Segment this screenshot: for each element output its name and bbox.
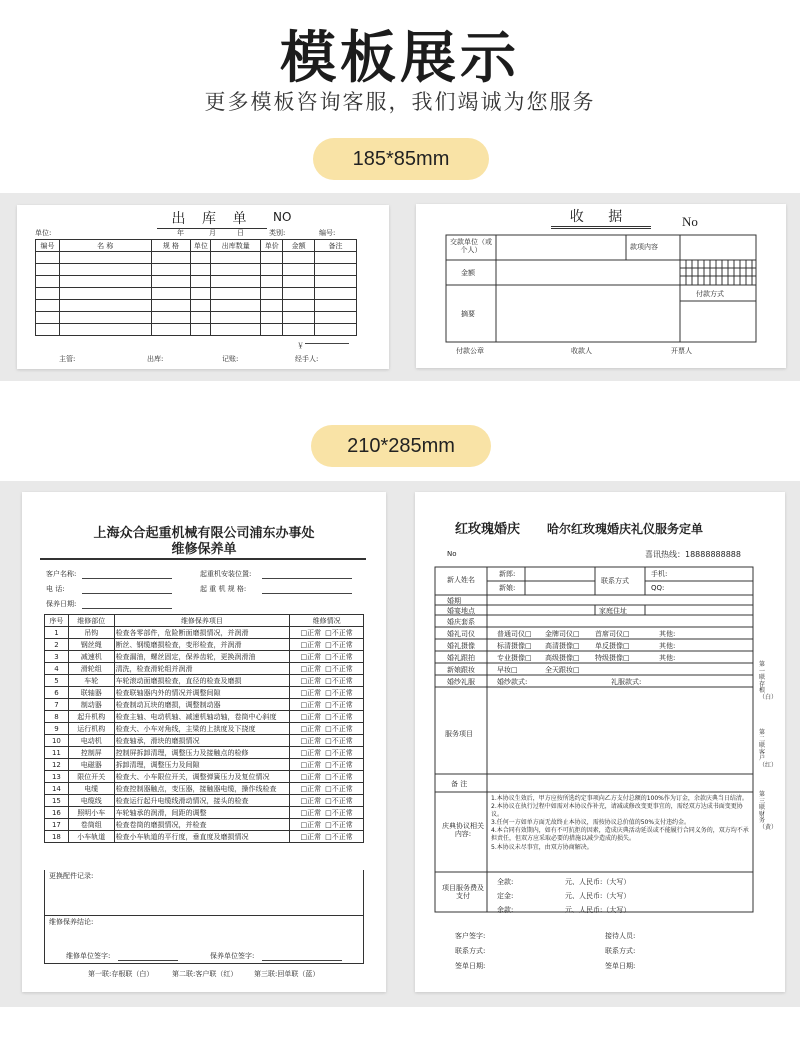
outbound-total-line	[305, 343, 349, 344]
outbound-category: 类别:	[269, 229, 286, 237]
status-option-normal[interactable]: □正常	[300, 796, 322, 805]
wedding-footer-right: 签单日期:	[605, 962, 636, 970]
status-option-abnormal[interactable]: □不正常	[325, 772, 353, 781]
page-subtitle: 更多模板咨询客服，我们竭诚为您服务	[204, 90, 596, 114]
wedding-footer-left: 联系方式:	[455, 947, 486, 955]
outbound-year: 年	[177, 229, 184, 237]
outbound-col-header: 编号	[36, 240, 60, 252]
wedding-makeup-opt[interactable]: 全天跟妆□	[545, 666, 580, 674]
wedding-row-dress: 婚纱礼服	[447, 678, 475, 686]
repair-copy-3: 第三联:回单联（蓝）	[254, 970, 320, 978]
status-option-normal[interactable]: □正常	[300, 664, 322, 673]
wedding-footer-right: 联系方式:	[605, 947, 636, 955]
status-option-abnormal[interactable]: □不正常	[325, 652, 353, 661]
outbound-unit-label: 单位:	[35, 229, 52, 237]
status-option-normal[interactable]: □正常	[300, 832, 322, 841]
repair-cell: 车轮轴承的润滑，间距的调整	[114, 807, 290, 819]
wedding-grid	[415, 492, 785, 992]
outbound-col-header: 备注	[315, 240, 357, 252]
outbound-number: 编号:	[319, 229, 336, 237]
repair-status-cell[interactable]	[290, 651, 364, 663]
wedding-emcee-opt[interactable]: 首席司仪□	[595, 630, 630, 638]
wedding-makeup-opt[interactable]: 早妆□	[497, 666, 518, 674]
wedding-video-opt[interactable]: 高清摄像□	[545, 642, 580, 650]
repair-form	[22, 492, 386, 992]
repair-cell: 检查主轴、电动机轴、减速机轴动轴，卷筒中心斜度	[114, 711, 290, 723]
repair-status-cell[interactable]	[290, 747, 364, 759]
repair-status-cell[interactable]	[290, 831, 364, 843]
repair-cell: 控制屏	[68, 747, 114, 759]
wedding-contact-label: 联系方式	[601, 577, 629, 585]
repair-cell: 检查大、小车对角线，主梁的上拱度及下挠度	[114, 723, 290, 735]
outbound-footer-supervisor: 主管:	[59, 355, 76, 363]
repair-cell: 14	[45, 783, 69, 795]
status-option-abnormal[interactable]: □不正常	[325, 796, 353, 805]
wedding-row-video: 婚礼摄像	[447, 642, 475, 650]
outbound-col-header: 单位	[191, 240, 211, 252]
repair-table	[44, 614, 364, 843]
status-option-abnormal[interactable]: □不正常	[325, 820, 353, 829]
repair-status-cell[interactable]	[290, 759, 364, 771]
wedding-footer-right: 接待人员:	[605, 932, 636, 940]
wedding-footer-left: 签单日期:	[455, 962, 486, 970]
repair-status-cell[interactable]	[290, 687, 364, 699]
table-row	[45, 795, 364, 807]
repair-parts-box	[44, 870, 364, 916]
wedding-row-date: 婚期	[447, 597, 461, 605]
repair-status-cell[interactable]	[290, 675, 364, 687]
table-row	[45, 819, 364, 831]
repair-cell: 控制屏拆卸清理，调整压力及接触点的检修	[114, 747, 290, 759]
agreement-clause: 1.本协议生效后，甲方应按所选约定事项向乙方支付总额的100%作为订金，余款庆典当日结清。	[491, 795, 748, 802]
outbound-no: NO	[273, 210, 292, 224]
repair-cell: 检查联轴器内外的情况并调整间隙	[114, 687, 290, 699]
table-row	[45, 807, 364, 819]
repair-field-location: 起重机安装位置:	[200, 570, 252, 578]
status-option-abnormal[interactable]: □不正常	[325, 808, 353, 817]
wedding-emcee-opt[interactable]: 普通司仪□	[497, 630, 532, 638]
wedding-qq-label: QQ:	[651, 584, 665, 592]
repair-cell: 4	[45, 663, 69, 675]
repair-copy-1: 第一联:存根联（白）	[88, 970, 154, 978]
repair-field-spec: 起 重 机 规 格:	[200, 585, 247, 593]
repair-cell: 6	[45, 687, 69, 699]
repair-field-phone: 电 话:	[46, 585, 65, 593]
table-row	[45, 663, 364, 675]
repair-status-cell[interactable]	[290, 807, 364, 819]
repair-status-cell[interactable]	[290, 663, 364, 675]
repair-cell: 12	[45, 759, 69, 771]
status-option-normal[interactable]: □正常	[300, 820, 322, 829]
repair-cell: 检查漏油，螺丝固定，保养齿轮，更换润滑油	[114, 651, 290, 663]
repair-cell: 减速机	[68, 651, 114, 663]
status-option-normal[interactable]: □正常	[300, 640, 322, 649]
repair-cell: 检查制动瓦块的磨损，调整制动器	[114, 699, 290, 711]
repair-cell: 11	[45, 747, 69, 759]
repair-cell: 电缆	[68, 783, 114, 795]
repair-cell: 车轮滚动面磨损检查，直径的检查及磨损	[114, 675, 290, 687]
status-option-normal[interactable]: □正常	[300, 808, 322, 817]
status-option-normal[interactable]: □正常	[300, 652, 322, 661]
outbound-table	[35, 239, 357, 336]
wedding-footer-left: 客户签字:	[455, 932, 486, 940]
repair-cell: 5	[45, 675, 69, 687]
wedding-pay-full: 全款:	[497, 878, 514, 886]
table-row	[45, 699, 364, 711]
repair-status-cell[interactable]	[290, 711, 364, 723]
table-row	[45, 831, 364, 843]
repair-conclusion-label: 维修保养结论:	[49, 918, 94, 926]
repair-cell: 清洗，检查滑轮组并润滑	[114, 663, 290, 675]
table-row	[45, 651, 364, 663]
receipt-grid	[416, 204, 786, 368]
repair-status-cell[interactable]	[290, 627, 364, 639]
repair-cell: 检查轴承，滑块的磨损情况	[114, 735, 290, 747]
repair-cell: 滑轮组	[68, 663, 114, 675]
repair-cell: 17	[45, 819, 69, 831]
size-badge-small: 185*85mm	[313, 138, 489, 180]
table-row	[45, 759, 364, 771]
wedding-photo-opt[interactable]: 专业摄像□	[497, 654, 532, 662]
wedding-remarks-label: 备 注	[451, 780, 468, 788]
wedding-row-names: 新人姓名	[447, 576, 475, 584]
wedding-side-copy: 第二联客户（红）	[759, 729, 778, 769]
wedding-pay-deposit-rmb: 元、人民币:（大写）	[565, 892, 631, 900]
status-option-normal[interactable]: □正常	[300, 700, 322, 709]
repair-field-date: 保养日期:	[46, 600, 77, 608]
wedding-pay-balance-rmb: 元、人民币:（大写）	[565, 906, 631, 914]
wedding-emcee-opt[interactable]: 金牌司仪□	[545, 630, 580, 638]
receipt-item-label: 款项内容	[630, 243, 658, 251]
outbound-total-symbol: ￥	[297, 342, 304, 350]
wedding-payment-label: 项目服务费及支付	[442, 884, 484, 901]
outbound-month: 月	[209, 229, 216, 237]
status-option-normal[interactable]: □正常	[300, 712, 322, 721]
status-option-normal[interactable]: □正常	[300, 772, 322, 781]
wedding-side-copy: 第一联存根（白）	[759, 661, 778, 701]
repair-cell: 10	[45, 735, 69, 747]
repair-cell: 钢丝绳	[68, 639, 114, 651]
status-option-abnormal[interactable]: □不正常	[325, 736, 353, 745]
status-option-abnormal[interactable]: □不正常	[325, 640, 353, 649]
repair-status-cell[interactable]	[290, 783, 364, 795]
repair-cell: 1	[45, 627, 69, 639]
outbound-title: 出 库 单	[157, 208, 267, 229]
repair-cell: 检查运行起升电缆线滑动情况，接头的检查	[114, 795, 290, 807]
page-title: 模板展示	[280, 26, 520, 91]
wedding-dress-style: 婚纱款式:	[497, 678, 528, 686]
status-option-normal[interactable]: □正常	[300, 628, 322, 637]
table-row	[45, 675, 364, 687]
repair-cell: 电磁器	[68, 759, 114, 771]
wedding-service-label: 服务项目	[445, 730, 473, 738]
wedding-agreement-label: 庆典协议相关内容:	[442, 822, 484, 839]
outbound-footer-issue: 出库:	[147, 355, 164, 363]
repair-cell: 3	[45, 651, 69, 663]
repair-col-header: 维修部位	[68, 615, 114, 627]
repair-cell: 2	[45, 639, 69, 651]
status-option-abnormal[interactable]: □不正常	[325, 688, 353, 697]
repair-cell: 起升机构	[68, 711, 114, 723]
repair-status-cell[interactable]	[290, 723, 364, 735]
repair-cell: 检查控制器触点，变压器，接触器电缆，操作线检查	[114, 783, 290, 795]
wedding-side-copy: 第三联财务（黄）	[759, 791, 778, 831]
wedding-agreement-text	[491, 795, 749, 852]
wedding-photo-opt[interactable]: 特级摄像□	[595, 654, 630, 662]
status-option-abnormal[interactable]: □不正常	[325, 760, 353, 769]
table-row	[36, 312, 357, 324]
status-option-normal[interactable]: □正常	[300, 736, 322, 745]
repair-cell: 小车轨道	[68, 831, 114, 843]
wedding-pay-deposit: 定金:	[497, 892, 514, 900]
outbound-col-header: 规 格	[151, 240, 191, 252]
wedding-pay-balance: 余款:	[497, 906, 514, 914]
wedding-row-venue: 婚宴地点	[447, 607, 475, 615]
repair-cell: 检查小车轨道的平行度，垂直度及磨损情况	[114, 831, 290, 843]
repair-sign-customer: 保养单位签字:	[210, 952, 255, 960]
repair-cell: 断丝、钢缆磨损检查，变形检查，并润滑	[114, 639, 290, 651]
repair-rule	[40, 558, 366, 560]
wedding-photo-opt[interactable]: 高级摄像□	[545, 654, 580, 662]
wedding-hotline: 喜讯热线：18888888888	[645, 550, 741, 559]
outbound-footer-bookkeeping: 记账:	[222, 355, 239, 363]
wedding-row-package: 婚庆套系	[447, 618, 475, 626]
wedding-phone-label: 手机:	[651, 570, 668, 578]
agreement-clause: 2.本协议在执行过程中如需对本协议作补充，请减或修改变更事宜的，需经双方达成书面变更协议。	[491, 803, 743, 819]
repair-status-cell[interactable]	[290, 795, 364, 807]
wedding-photo-other: 其他:	[659, 654, 676, 662]
repair-cell: 9	[45, 723, 69, 735]
repair-col-header: 维修情况	[290, 615, 364, 627]
table-row	[45, 627, 364, 639]
repair-cell: 制动器	[68, 699, 114, 711]
repair-copy-2: 第二联:客户联（红）	[172, 970, 238, 978]
repair-sign-maintainer: 维修单位签字:	[66, 952, 111, 960]
agreement-clause: 4.本合同有效期内，如有不可抗拒的因素，造成庆典活动延误或不能履行合同义务的，双方均不承担责任，但双方应采取必要的措施以减少造成的损失。	[491, 827, 749, 843]
repair-cell: 拆卸清理，调整压力及间隙	[114, 759, 290, 771]
repair-cell: 运行机构	[68, 723, 114, 735]
agreement-clause: 3.任何一方如单方面无故终止本协议，需按协议总价值的50%支付违约金。	[491, 819, 691, 827]
table-row	[45, 735, 364, 747]
status-option-normal[interactable]: □正常	[300, 676, 322, 685]
receipt-form	[416, 204, 786, 368]
repair-cell: 卷筒组	[68, 819, 114, 831]
status-option-normal[interactable]: □正常	[300, 748, 322, 757]
outbound-form	[17, 205, 389, 369]
table-row	[36, 252, 357, 264]
repair-cell: 检查卷筒的磨损情况，并检查	[114, 819, 290, 831]
repair-col-header: 维修保养项目	[114, 615, 290, 627]
wedding-video-opt[interactable]: 单反摄像□	[595, 642, 630, 650]
repair-cell: 吊钩	[68, 627, 114, 639]
repair-cell: 电动机	[68, 735, 114, 747]
wedding-gown-style: 礼服款式:	[611, 678, 642, 686]
wedding-row-emcee: 婚礼司仪	[447, 630, 475, 638]
repair-field-customer: 客户名称:	[46, 570, 77, 578]
wedding-form	[415, 492, 785, 992]
receipt-footer-payee: 收款人	[571, 347, 592, 355]
wedding-row-photo: 婚礼跟拍	[447, 654, 475, 662]
repair-cell: 18	[45, 831, 69, 843]
wedding-home-label: 家庭住址	[599, 607, 627, 615]
receipt-summary-label: 摘要	[461, 310, 475, 318]
table-row	[36, 300, 357, 312]
size-badge-large: 210*285mm	[311, 425, 491, 467]
status-option-abnormal[interactable]: □不正常	[325, 748, 353, 757]
outbound-day: 日	[237, 229, 244, 237]
table-row	[45, 723, 364, 735]
status-option-abnormal[interactable]: □不正常	[325, 784, 353, 793]
wedding-row-makeup: 新娘跟妆	[447, 666, 475, 674]
table-row	[45, 771, 364, 783]
repair-cell: 照明小车	[68, 807, 114, 819]
table-row	[36, 264, 357, 276]
table-row	[45, 711, 364, 723]
wedding-video-opt[interactable]: 标清摄像□	[497, 642, 532, 650]
wedding-logo: 红玫瑰婚庆	[455, 522, 521, 537]
table-row	[36, 324, 357, 336]
repair-cell: 限位开关	[68, 771, 114, 783]
status-option-abnormal[interactable]: □不正常	[325, 724, 353, 733]
receipt-footer-issuer: 开票人	[671, 347, 692, 355]
outbound-col-header: 金额	[283, 240, 315, 252]
repair-status-cell[interactable]	[290, 639, 364, 651]
wedding-bride-label: 新娘:	[499, 584, 516, 592]
wedding-groom-label: 新郎:	[499, 570, 516, 578]
wedding-pay-full-rmb: 元、人民币:（大写）	[565, 878, 631, 886]
outbound-col-header: 单价	[261, 240, 283, 252]
repair-cell: 16	[45, 807, 69, 819]
receipt-payer-label: 交款单位（或个人）	[450, 238, 492, 255]
wedding-title: 哈尔红玫瑰婚庆礼仪服务定单	[547, 522, 704, 536]
wedding-no: No	[447, 550, 457, 558]
repair-cell: 13	[45, 771, 69, 783]
status-option-normal[interactable]: □正常	[300, 784, 322, 793]
receipt-no: No	[682, 214, 698, 229]
repair-status-cell[interactable]	[290, 819, 364, 831]
repair-title: 维修保养单	[171, 542, 237, 557]
status-option-abnormal[interactable]: □不正常	[325, 700, 353, 709]
receipt-title: 收 据	[551, 206, 651, 229]
repair-cell: 检查大、小车限位开关，调整弹簧压力及复位情况	[114, 771, 290, 783]
status-option-abnormal[interactable]: □不正常	[325, 628, 353, 637]
table-row	[45, 687, 364, 699]
status-option-abnormal[interactable]: □不正常	[325, 712, 353, 721]
outbound-footer-handler: 经手人:	[295, 355, 319, 363]
repair-cell: 检查各零部件，危险断面磨损情况，并润滑	[114, 627, 290, 639]
repair-parts-label: 更换配件记录:	[49, 872, 94, 880]
table-row	[45, 783, 364, 795]
status-option-normal[interactable]: □正常	[300, 688, 322, 697]
repair-cell: 15	[45, 795, 69, 807]
status-option-abnormal[interactable]: □不正常	[325, 676, 353, 685]
repair-cell: 联轴器	[68, 687, 114, 699]
repair-col-header: 序号	[45, 615, 69, 627]
receipt-amount-label: 金额	[461, 269, 475, 277]
wedding-video-other: 其他:	[659, 642, 676, 650]
receipt-footer-seal: 付款公章	[456, 347, 484, 355]
repair-cell: 电缆线	[68, 795, 114, 807]
repair-status-cell[interactable]	[290, 771, 364, 783]
status-option-abnormal[interactable]: □不正常	[325, 832, 353, 841]
table-row	[36, 276, 357, 288]
repair-status-cell[interactable]	[290, 735, 364, 747]
outbound-col-header: 名 称	[59, 240, 151, 252]
table-row	[45, 639, 364, 651]
wedding-emcee-other: 其他:	[659, 630, 676, 638]
repair-cell: 7	[45, 699, 69, 711]
agreement-clause: 5.本协议未尽事宜，由双方协商解决。	[491, 843, 593, 851]
outbound-col-header: 出库数量	[211, 240, 261, 252]
status-option-normal[interactable]: □正常	[300, 724, 322, 733]
table-row	[36, 288, 357, 300]
repair-company: 上海众合起重机械有限公司浦东办事处	[93, 526, 315, 541]
receipt-payment-method: 付款方式	[696, 290, 724, 298]
table-row	[45, 747, 364, 759]
repair-status-cell[interactable]	[290, 699, 364, 711]
status-option-normal[interactable]: □正常	[300, 760, 322, 769]
repair-cell: 车轮	[68, 675, 114, 687]
status-option-abnormal[interactable]: □不正常	[325, 664, 353, 673]
repair-cell: 8	[45, 711, 69, 723]
